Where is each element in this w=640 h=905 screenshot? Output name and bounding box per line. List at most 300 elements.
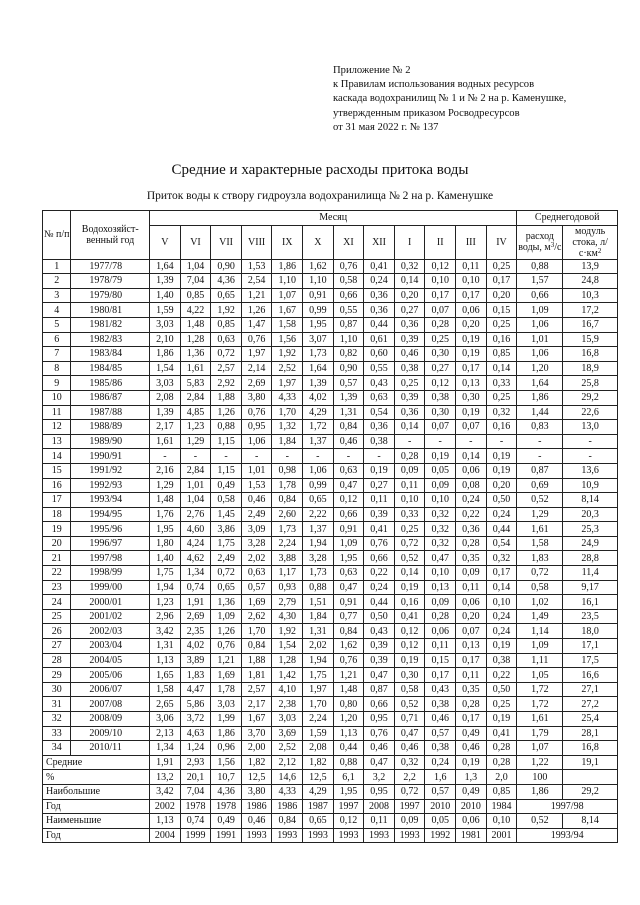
header-month: IX <box>272 225 303 259</box>
document-title: Средние и характерные расходы притока воды <box>171 162 469 178</box>
annual-flow: 1,86 <box>517 784 563 799</box>
monthly-flow: 0,39 <box>364 639 395 654</box>
summary-value: 0,11 <box>364 814 395 829</box>
monthly-flow: 0,63 <box>241 566 272 581</box>
summary-value: 1993 <box>303 828 334 843</box>
row-number: 27 <box>43 639 71 654</box>
monthly-flow: 0,24 <box>486 507 517 522</box>
summary-value: 0,47 <box>364 755 395 770</box>
row-number: 19 <box>43 522 71 537</box>
annual-flow: - <box>517 449 563 464</box>
monthly-flow: 0,72 <box>211 347 242 362</box>
summary-value: 14,6 <box>272 770 303 785</box>
summary-value: 20,1 <box>180 770 211 785</box>
monthly-flow: 2,96 <box>150 609 181 624</box>
summary-value: 1,6 <box>425 770 456 785</box>
monthly-flow: 2,62 <box>241 609 272 624</box>
table-row <box>43 697 618 712</box>
annual-flow: 0,69 <box>517 478 563 493</box>
monthly-flow: 2,13 <box>150 726 181 741</box>
runoff-modulus: 25,3 <box>563 522 618 537</box>
monthly-flow: 1,26 <box>241 303 272 318</box>
monthly-flow: 1,17 <box>272 566 303 581</box>
monthly-flow: 0,07 <box>456 420 487 435</box>
monthly-flow: 0,12 <box>394 624 425 639</box>
row-number: 17 <box>43 493 71 508</box>
monthly-flow: - <box>394 434 425 449</box>
table-caption: Приток воды к створу гидроузла водохранилища № 2 на р. Каменушке <box>146 190 494 202</box>
runoff-modulus: 28,8 <box>563 551 618 566</box>
monthly-flow: 0,25 <box>486 317 517 332</box>
runoff-modulus: 8,14 <box>563 493 618 508</box>
monthly-flow: 0,28 <box>456 536 487 551</box>
monthly-flow: 1,88 <box>211 390 242 405</box>
monthly-flow: 0,46 <box>394 347 425 362</box>
monthly-flow: 1,73 <box>272 522 303 537</box>
monthly-flow: 1,81 <box>241 668 272 683</box>
monthly-flow: 0,76 <box>333 259 364 274</box>
monthly-flow: 0,32 <box>394 259 425 274</box>
table-row <box>43 317 618 332</box>
summary-value: 0,84 <box>272 814 303 829</box>
monthly-flow: 3,72 <box>180 712 211 727</box>
summary-value: 2008 <box>364 799 395 814</box>
monthly-flow: 0,44 <box>364 595 395 610</box>
monthly-flow: 1,70 <box>241 624 272 639</box>
monthly-flow: - <box>211 449 242 464</box>
monthly-flow: 1,59 <box>150 303 181 318</box>
appendix-line: Приложение № 2 <box>333 65 411 76</box>
monthly-flow: 1,04 <box>180 259 211 274</box>
monthly-flow: 0,10 <box>425 274 456 289</box>
runoff-modulus: - <box>563 434 618 449</box>
header-month: XI <box>333 225 364 259</box>
monthly-flow: 1,61 <box>180 361 211 376</box>
monthly-flow: 0,57 <box>333 376 364 391</box>
monthly-flow: 4,63 <box>180 726 211 741</box>
monthly-flow: 0,16 <box>486 332 517 347</box>
summary-value: 0,28 <box>486 755 517 770</box>
monthly-flow: 2,08 <box>303 741 334 756</box>
row-number: 7 <box>43 347 71 362</box>
monthly-flow: 1,73 <box>303 347 334 362</box>
monthly-flow: 1,23 <box>180 420 211 435</box>
runoff-modulus: 10,3 <box>563 288 618 303</box>
summary-value: 2010 <box>456 799 487 814</box>
monthly-flow: 0,50 <box>364 609 395 624</box>
summary-value: 1993 <box>272 828 303 843</box>
monthly-flow: 5,83 <box>180 376 211 391</box>
monthly-flow: - <box>303 449 334 464</box>
summary-value: 1993 <box>333 828 364 843</box>
monthly-flow: 1,31 <box>150 639 181 654</box>
monthly-flow: 0,13 <box>456 376 487 391</box>
monthly-flow: 1,13 <box>333 726 364 741</box>
monthly-flow: 2,52 <box>272 741 303 756</box>
monthly-flow: 0,88 <box>303 580 334 595</box>
monthly-flow: 0,38 <box>425 741 456 756</box>
monthly-flow: 0,85 <box>211 317 242 332</box>
monthly-flow: 1,06 <box>241 434 272 449</box>
monthly-flow: 0,19 <box>364 463 395 478</box>
table-row <box>43 376 618 391</box>
header-runoff-modulus: модуль стока, $л/с\cdot км^2$ <box>563 225 618 259</box>
row-number: 21 <box>43 551 71 566</box>
annual-flow: 0,72 <box>517 566 563 581</box>
monthly-flow: 1,56 <box>272 332 303 347</box>
monthly-flow: 1,34 <box>150 741 181 756</box>
monthly-flow: 3,06 <box>150 712 181 727</box>
water-year: 2005/06 <box>71 668 150 683</box>
runoff-modulus: 20,3 <box>563 507 618 522</box>
monthly-flow: 1,69 <box>241 595 272 610</box>
summary-value: 1,56 <box>211 755 242 770</box>
monthly-flow: 0,25 <box>486 390 517 405</box>
water-year: 1994/95 <box>71 507 150 522</box>
monthly-flow: 1,10 <box>303 274 334 289</box>
runoff-modulus: 9,17 <box>563 580 618 595</box>
summary-value: 1,13 <box>150 814 181 829</box>
monthly-flow: 1,64 <box>303 361 334 376</box>
runoff-modulus: 16,6 <box>563 668 618 683</box>
header-months-group: Месяц <box>150 211 517 226</box>
runoff-modulus: 13,0 <box>563 420 618 435</box>
runoff-modulus: 8,14 <box>563 814 618 829</box>
summary-value: 0,12 <box>333 814 364 829</box>
summary-value: 1986 <box>272 799 303 814</box>
monthly-flow: 1,73 <box>303 566 334 581</box>
header-month: VIII <box>241 225 272 259</box>
monthly-flow: 1,39 <box>303 376 334 391</box>
monthly-flow: 1,72 <box>303 420 334 435</box>
monthly-flow: 0,12 <box>425 376 456 391</box>
summary-value: 2002 <box>150 799 181 814</box>
monthly-flow: 0,82 <box>333 347 364 362</box>
monthly-flow: 4,30 <box>272 609 303 624</box>
monthly-flow: 0,39 <box>364 507 395 522</box>
table-row <box>43 668 618 683</box>
monthly-flow: 0,84 <box>272 493 303 508</box>
monthly-flow: 0,46 <box>333 434 364 449</box>
monthly-flow: 0,60 <box>364 347 395 362</box>
header-month: VII <box>211 225 242 259</box>
water-year: 1979/80 <box>71 288 150 303</box>
appendix-line: утвержденным приказом Росводресурсов <box>333 107 520 119</box>
monthly-flow: 0,11 <box>425 639 456 654</box>
runoff-modulus: 28,1 <box>563 726 618 741</box>
monthly-flow: 0,13 <box>456 639 487 654</box>
water-year: 1984/85 <box>71 361 150 376</box>
monthly-flow: 0,32 <box>425 536 456 551</box>
monthly-flow: 1,58 <box>150 682 181 697</box>
monthly-flow: 0,36 <box>364 288 395 303</box>
monthly-flow: 0,63 <box>364 390 395 405</box>
annual-flow: 1,58 <box>517 536 563 551</box>
monthly-flow: - <box>425 434 456 449</box>
monthly-flow: 2,14 <box>241 361 272 376</box>
monthly-flow: 0,85 <box>486 347 517 362</box>
summary-row-pct <box>43 770 618 785</box>
water-year: 1998/99 <box>71 566 150 581</box>
monthly-flow: 1,42 <box>272 668 303 683</box>
monthly-flow: 4,29 <box>303 405 334 420</box>
runoff-modulus: 10,9 <box>563 478 618 493</box>
monthly-flow: 4,85 <box>180 405 211 420</box>
summary-value: 2001 <box>486 828 517 843</box>
monthly-flow: 1,67 <box>241 712 272 727</box>
monthly-flow: 0,88 <box>211 420 242 435</box>
monthly-flow: 1,39 <box>150 274 181 289</box>
monthly-flow: 2,02 <box>241 551 272 566</box>
appendix-line: к Правилам использования водных ресурсов <box>333 79 535 91</box>
monthly-flow: 0,19 <box>394 653 425 668</box>
monthly-flow: 0,55 <box>364 361 395 376</box>
summary-value: 0,10 <box>486 814 517 829</box>
monthly-flow: 3,42 <box>150 624 181 639</box>
summary-value: 1993 <box>241 828 272 843</box>
monthly-flow: 1,97 <box>303 682 334 697</box>
monthly-flow: 3,69 <box>272 726 303 741</box>
annual-flow: 1,61 <box>517 712 563 727</box>
monthly-flow: 0,91 <box>333 595 364 610</box>
row-number: 2 <box>43 274 71 289</box>
monthly-flow: 0,77 <box>333 609 364 624</box>
monthly-flow: 1,26 <box>211 405 242 420</box>
monthly-flow: 0,11 <box>456 668 487 683</box>
monthly-flow: 0,22 <box>364 566 395 581</box>
annual-flow: - <box>517 434 563 449</box>
row-number: 29 <box>43 668 71 683</box>
monthly-flow: 1,13 <box>150 653 181 668</box>
monthly-flow: 0,17 <box>456 653 487 668</box>
summary-row-min <box>43 814 618 829</box>
monthly-flow: 3,03 <box>211 697 242 712</box>
monthly-flow: 0,90 <box>333 361 364 376</box>
table-row <box>43 259 618 274</box>
monthly-flow: 0,10 <box>425 566 456 581</box>
monthly-flow: 0,58 <box>394 682 425 697</box>
monthly-flow: 0,32 <box>486 551 517 566</box>
annual-flow: 1,72 <box>517 682 563 697</box>
monthly-flow: 0,44 <box>333 741 364 756</box>
summary-value: 1987 <box>303 799 334 814</box>
table-row <box>43 522 618 537</box>
monthly-flow: 0,80 <box>333 697 364 712</box>
runoff-modulus: 25,4 <box>563 712 618 727</box>
monthly-flow: 1,54 <box>150 361 181 376</box>
monthly-flow: 0,91 <box>303 288 334 303</box>
annual-flow: 0,58 <box>517 580 563 595</box>
runoff-modulus: 25,8 <box>563 376 618 391</box>
water-year: 1992/93 <box>71 478 150 493</box>
monthly-flow: 0,38 <box>425 697 456 712</box>
monthly-flow: 0,76 <box>211 639 242 654</box>
monthly-flow: 0,46 <box>456 741 487 756</box>
water-year: 1996/97 <box>71 536 150 551</box>
water-year: 1988/89 <box>71 420 150 435</box>
monthly-flow: 1,15 <box>211 434 242 449</box>
summary-value: 1984 <box>486 799 517 814</box>
monthly-flow: 0,38 <box>486 653 517 668</box>
summary-value: 1978 <box>211 799 242 814</box>
monthly-flow: 0,14 <box>394 274 425 289</box>
summary-value: 0,95 <box>364 784 395 799</box>
annual-flow: 1,86 <box>517 390 563 405</box>
monthly-flow: 1,40 <box>150 288 181 303</box>
monthly-flow: 0,17 <box>425 668 456 683</box>
runoff-modulus: 23,5 <box>563 609 618 624</box>
monthly-flow: 0,95 <box>241 420 272 435</box>
summary-value: 0,88 <box>333 755 364 770</box>
monthly-flow: 1,84 <box>272 434 303 449</box>
annual-flow: 1,06 <box>517 317 563 332</box>
monthly-flow: 1,64 <box>150 259 181 274</box>
summary-value: 13,2 <box>150 770 181 785</box>
monthly-flow: 0,71 <box>394 712 425 727</box>
monthly-flow: 1,48 <box>180 317 211 332</box>
water-year: 1989/90 <box>71 434 150 449</box>
monthly-flow: 0,10 <box>394 493 425 508</box>
summary-value: 1986 <box>241 799 272 814</box>
monthly-flow: 1,07 <box>272 288 303 303</box>
monthly-flow: 1,62 <box>303 259 334 274</box>
water-year: 2000/01 <box>71 595 150 610</box>
monthly-flow: 0,30 <box>394 668 425 683</box>
monthly-flow: 0,36 <box>394 405 425 420</box>
monthly-flow: 0,19 <box>486 463 517 478</box>
header-number: № п/п <box>43 211 71 260</box>
monthly-flow: 1,65 <box>150 668 181 683</box>
monthly-flow: 0,35 <box>456 551 487 566</box>
monthly-flow: 3,07 <box>303 332 334 347</box>
monthly-flow: 0,96 <box>211 741 242 756</box>
monthly-flow: 1,48 <box>333 682 364 697</box>
summary-value: 1,91 <box>150 755 181 770</box>
table-row <box>43 463 618 478</box>
summary-value: 0,65 <box>303 814 334 829</box>
monthly-flow: 0,54 <box>364 405 395 420</box>
annual-flow: 0,88 <box>517 259 563 274</box>
monthly-flow: 1,26 <box>211 624 242 639</box>
monthly-flow: 1,04 <box>180 493 211 508</box>
monthly-flow: 0,11 <box>394 478 425 493</box>
monthly-flow: 0,58 <box>211 493 242 508</box>
row-number: 32 <box>43 712 71 727</box>
summary-value: 10,7 <box>211 770 242 785</box>
monthly-flow: - <box>486 434 517 449</box>
monthly-flow: 1,94 <box>150 580 181 595</box>
monthly-flow: 1,53 <box>241 478 272 493</box>
runoff-modulus: 27,2 <box>563 697 618 712</box>
monthly-flow: 0,66 <box>364 697 395 712</box>
summary-value: 12,5 <box>241 770 272 785</box>
water-year: 2006/07 <box>71 682 150 697</box>
row-number: 25 <box>43 609 71 624</box>
monthly-flow: 0,24 <box>456 493 487 508</box>
monthly-flow: 2,49 <box>211 551 242 566</box>
monthly-flow: 1,69 <box>211 668 242 683</box>
monthly-flow: 0,36 <box>394 317 425 332</box>
monthly-flow: 1,76 <box>150 507 181 522</box>
summary-value: 3,2 <box>364 770 395 785</box>
header-year: Водохозяйст-венный год <box>71 211 150 260</box>
monthly-flow: 0,14 <box>394 566 425 581</box>
monthly-flow: 1,48 <box>150 493 181 508</box>
runoff-modulus: 18,0 <box>563 624 618 639</box>
summary-value: 12,5 <box>303 770 334 785</box>
monthly-flow: 0,32 <box>486 405 517 420</box>
monthly-flow: 1,83 <box>180 668 211 683</box>
monthly-flow: 1,97 <box>272 376 303 391</box>
summary-value: 2,0 <box>486 770 517 785</box>
monthly-flow: 0,09 <box>456 566 487 581</box>
table-row <box>43 580 618 595</box>
monthly-flow: 3,80 <box>241 390 272 405</box>
row-number: 18 <box>43 507 71 522</box>
monthly-flow: 1,23 <box>150 595 181 610</box>
monthly-flow: 0,17 <box>456 361 487 376</box>
annual-flow: 100 <box>517 770 563 785</box>
row-number: 13 <box>43 434 71 449</box>
summary-label: Год <box>43 799 150 814</box>
monthly-flow: 1,21 <box>211 653 242 668</box>
monthly-flow: 3,89 <box>180 653 211 668</box>
monthly-flow: 2,54 <box>241 274 272 289</box>
table-row <box>43 390 618 405</box>
annual-flow: 1,05 <box>517 668 563 683</box>
monthly-flow: 0,38 <box>425 390 456 405</box>
summary-value: 4,36 <box>211 784 242 799</box>
monthly-flow: 0,17 <box>456 712 487 727</box>
monthly-flow: 4,47 <box>180 682 211 697</box>
monthly-flow: 1,37 <box>303 434 334 449</box>
summary-value: 1997 <box>333 799 364 814</box>
monthly-flow: 2,02 <box>303 639 334 654</box>
monthly-flow: 2,22 <box>303 507 334 522</box>
runoff-modulus: 16,7 <box>563 317 618 332</box>
monthly-flow: 1,29 <box>180 434 211 449</box>
inflow-table <box>42 210 618 843</box>
monthly-flow: 0,54 <box>486 536 517 551</box>
monthly-flow: 0,41 <box>486 726 517 741</box>
monthly-flow: 1,95 <box>150 522 181 537</box>
monthly-flow: 0,32 <box>425 522 456 537</box>
monthly-flow: 0,93 <box>272 580 303 595</box>
monthly-flow: 0,49 <box>211 478 242 493</box>
monthly-flow: 0,07 <box>425 303 456 318</box>
row-number: 24 <box>43 595 71 610</box>
summary-value: 1,82 <box>303 755 334 770</box>
monthly-flow: 1,28 <box>272 653 303 668</box>
monthly-flow: 0,47 <box>333 580 364 595</box>
row-number: 16 <box>43 478 71 493</box>
monthly-flow: 0,76 <box>364 726 395 741</box>
monthly-flow: 1,09 <box>211 609 242 624</box>
monthly-flow: 2,92 <box>211 376 242 391</box>
monthly-flow: 4,62 <box>180 551 211 566</box>
row-number: 30 <box>43 682 71 697</box>
monthly-flow: 0,39 <box>394 332 425 347</box>
monthly-flow: 0,10 <box>425 493 456 508</box>
monthly-flow: 0,14 <box>456 449 487 464</box>
monthly-flow: 0,91 <box>333 522 364 537</box>
monthly-flow: 1,24 <box>180 741 211 756</box>
runoff-modulus: 19,1 <box>563 755 618 770</box>
monthly-flow: - <box>364 449 395 464</box>
monthly-flow: 1,78 <box>272 478 303 493</box>
row-number: 9 <box>43 376 71 391</box>
row-number: 12 <box>43 420 71 435</box>
